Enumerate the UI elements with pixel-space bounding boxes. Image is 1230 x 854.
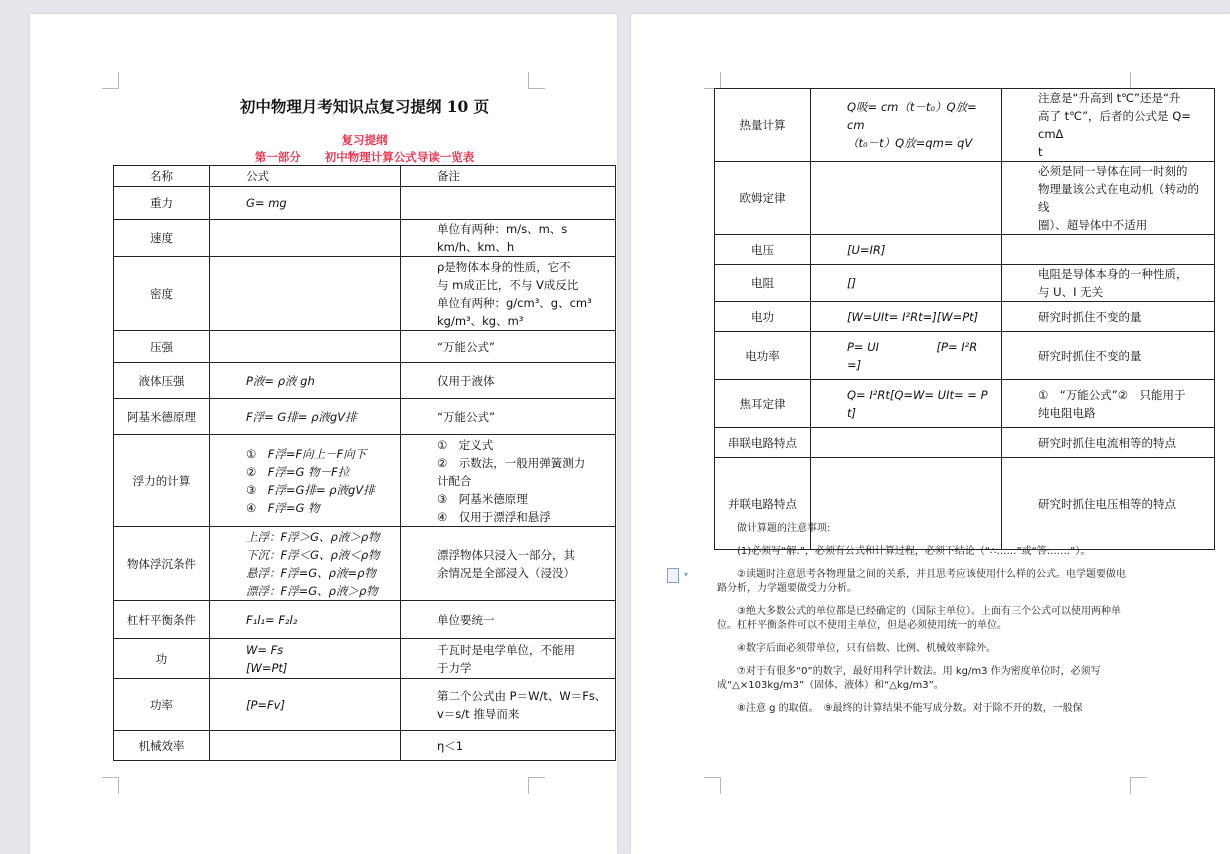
row-name: 电阻 — [715, 265, 811, 302]
table-row — [715, 428, 1215, 458]
note-line: “万能公式” — [437, 339, 495, 354]
table-row — [715, 332, 1215, 380]
row-formula — [811, 235, 1002, 265]
note-line: 千瓦时是电学单位，不能用 — [437, 642, 575, 657]
row-name: 速度 — [114, 220, 210, 257]
note-line: 与 U、I 无关 — [1038, 285, 1104, 299]
calculation-notes — [717, 522, 1127, 725]
table-row — [114, 639, 616, 679]
row-note — [1002, 380, 1215, 428]
row-formula — [210, 220, 401, 257]
row-note — [401, 601, 616, 639]
row-note — [401, 220, 616, 257]
note-line: ③ 阿基米德原理 — [437, 491, 528, 506]
row-formula — [210, 679, 401, 731]
table-row — [114, 257, 616, 331]
row-formula — [811, 89, 1002, 162]
formula-line: P液= ρ液 gh — [246, 373, 315, 388]
row-formula — [811, 428, 1002, 458]
table-row — [114, 731, 616, 761]
row-note — [401, 257, 616, 331]
row-note — [1002, 89, 1215, 162]
row-note — [1002, 332, 1215, 380]
crop-mark — [1130, 777, 1147, 794]
header-note: 备注 — [401, 166, 616, 187]
row-note — [1002, 265, 1215, 302]
row-note — [401, 187, 616, 220]
table-row — [114, 331, 616, 363]
table-row — [114, 187, 616, 220]
row-formula — [210, 399, 401, 435]
header-name: 名称 — [114, 166, 210, 187]
notes-heading: 做计算题的注意事项: — [737, 523, 831, 534]
formula-line: 下沉：F浮＜G、ρ液＜ρ物 — [246, 547, 380, 562]
row-formula — [210, 363, 401, 399]
note-line: 纯电阻电路 — [1038, 405, 1096, 420]
header-formula: 公式 — [210, 166, 401, 187]
row-formula — [210, 187, 401, 220]
row-name: 重力 — [114, 187, 210, 220]
row-formula — [811, 162, 1002, 235]
row-formula — [811, 265, 1002, 302]
row-name: 电功 — [715, 302, 811, 332]
section-name: 初中物理计算公式导读一览表 — [324, 150, 475, 164]
row-name: 浮力的计算 — [114, 435, 210, 527]
row-note — [401, 363, 616, 399]
note-line: 单位要统一 — [437, 612, 495, 627]
section-heading — [114, 149, 615, 165]
row-note — [401, 731, 616, 761]
note-line: 于力学 — [437, 660, 472, 675]
row-name: 焦耳定律 — [715, 380, 811, 428]
note-line: ② 示数法，一般用弹簧测力 — [437, 455, 586, 470]
note-item: ⑦对于有很多“0”的数字，最好用科学计数法。用 kg/m3 作为密度单位时，必须写成“△×103kg/m3”（固体、液体）和“△kg/m3”。 — [717, 666, 1101, 691]
row-formula — [811, 302, 1002, 332]
table-row — [715, 265, 1215, 302]
row-name: 阿基米德原理 — [114, 399, 210, 435]
note-line: 单位有两种：g/cm³、g、cm³ — [437, 295, 592, 310]
note-line: 与 m成正比，不与 V成反比 — [437, 277, 579, 292]
formula-line: [P=Fv] — [246, 697, 285, 712]
row-formula — [210, 435, 401, 527]
formula-line: P= UI [P= I²R — [847, 339, 978, 354]
formula-line: G= mg — [246, 196, 287, 210]
crop-mark — [1130, 72, 1147, 89]
row-formula — [210, 257, 401, 331]
note-item: (1)必须写“解:”，必须有公式和计算过程，必须下结论（“∴……”或“答:……”）。 — [737, 546, 1091, 557]
table-row — [114, 601, 616, 639]
note-line: 研究时抓住电流相等的特点 — [1038, 435, 1176, 450]
table-row — [114, 220, 616, 257]
formula-line: ② F浮=G 物－F拉 — [246, 464, 350, 479]
row-name: 密度 — [114, 257, 210, 331]
row-name: 物体浮沉条件 — [114, 527, 210, 601]
row-name: 欧姆定律 — [715, 162, 811, 235]
table-row — [114, 399, 616, 435]
formula-line: Q= I²Rt[Q=W= UIt= = P — [847, 387, 988, 402]
section-part: 第一部分 — [254, 150, 301, 164]
note-line: 研究时抓住电压相等的特点 — [1038, 496, 1176, 511]
row-name: 功率 — [114, 679, 210, 731]
note-line: 必须是同一导体在同一时刻的 — [1038, 164, 1188, 178]
table-row — [114, 527, 616, 601]
table-row — [114, 435, 616, 527]
formula-line: [W=UIt= I²Rt=][W=Pt] — [847, 309, 979, 324]
row-note — [401, 399, 616, 435]
note-line: t — [1038, 145, 1043, 159]
crop-mark — [704, 777, 721, 794]
table-row — [114, 679, 616, 731]
table-row — [715, 302, 1215, 332]
row-name: 液体压强 — [114, 363, 210, 399]
row-name: 杠杆平衡条件 — [114, 601, 210, 639]
formula-line: ④ F浮=G 物 — [246, 500, 320, 515]
note-line: ρ是物体本身的性质，它不 — [437, 259, 571, 274]
row-formula — [210, 601, 401, 639]
row-note — [401, 527, 616, 601]
row-formula — [210, 331, 401, 363]
note-line: 单位有两种：m/s、m、s — [437, 222, 568, 236]
subtitle: 复习提纲 — [341, 133, 388, 147]
crop-mark — [102, 72, 119, 89]
row-name: 电压 — [715, 235, 811, 265]
formula-line: [W=Pt] — [246, 660, 288, 675]
note-line: 电阻是导体本身的一种性质， — [1038, 267, 1188, 281]
row-name: 热量计算 — [715, 89, 811, 162]
formula-line: F₁l₁= F₂l₂ — [246, 612, 298, 627]
row-note — [401, 435, 616, 527]
note-item: ②读题时注意思考各物理量之间的关系，并且思考应该使用什么样的公式。电学题要做电路分析，力学题要做受力分析。 — [717, 569, 1126, 594]
note-line: ① “万能公式”② 只能用于 — [1038, 387, 1186, 402]
formula-line: t] — [847, 405, 856, 420]
formula-line: 悬浮：F浮=G、ρ液=ρ物 — [246, 565, 376, 580]
crop-mark — [528, 72, 545, 89]
row-note — [1002, 162, 1215, 235]
formula-line: 上浮：F浮＞G、ρ液＞ρ物 — [246, 529, 380, 544]
row-name: 电功率 — [715, 332, 811, 380]
table-row — [114, 363, 616, 399]
note-line: 第二个公式由 P＝W/t、W＝Fs、 — [437, 688, 607, 703]
formula-line: Q吸= cm（t－t₀）Q放= cm — [847, 100, 977, 132]
note-line: 漂浮物体只浸入一部分，其 — [437, 547, 575, 562]
row-note — [1002, 428, 1215, 458]
table-header-row — [114, 166, 616, 187]
formula-line: [U=IR] — [847, 242, 886, 257]
row-note — [1002, 302, 1215, 332]
table-row — [715, 380, 1215, 428]
note-item: ④数字后面必须带单位，只有倍数、比例、机械效率除外。 — [737, 643, 996, 654]
document-icon[interactable] — [667, 568, 679, 583]
formula-table-right — [714, 88, 1215, 550]
formula-line: [] — [847, 276, 856, 290]
row-formula — [210, 731, 401, 761]
note-line: 研究时抓住不变的量 — [1038, 348, 1142, 363]
formula-line: F浮= G排= ρ液gV排 — [246, 409, 357, 424]
row-note — [401, 639, 616, 679]
note-line: η＜1 — [437, 738, 464, 753]
row-name: 串联电路特点 — [715, 428, 811, 458]
formula-line: ① F浮=F向上－F向下 — [246, 446, 367, 461]
row-note — [401, 679, 616, 731]
note-item: ⑧注意 g 的取值。 ⑨最终的计算结果不能写成分数。对于除不开的数，一般保 — [737, 703, 1083, 714]
row-name: 功 — [114, 639, 210, 679]
note-line: kg/m³、kg、m³ — [437, 313, 524, 328]
row-note — [1002, 235, 1215, 265]
note-line: 圈）、超导体中不适用 — [1038, 218, 1148, 232]
formula-line: （t₀－t）Q放=qm= qV — [847, 136, 973, 150]
note-line: v＝s/t 推导而来 — [437, 706, 520, 721]
document-title: 初中物理月考知识点复习提纲 10 页 — [239, 97, 490, 116]
chevron-down-icon[interactable]: ▾ — [684, 570, 689, 579]
formula-line: =] — [847, 357, 862, 372]
note-line: km/h、km、h — [437, 240, 515, 254]
note-line: ④ 仅用于漂浮和悬浮 — [437, 509, 551, 524]
crop-mark — [528, 777, 545, 794]
crop-mark — [102, 777, 119, 794]
table-row — [715, 162, 1215, 235]
crop-mark — [704, 72, 721, 89]
note-line: 研究时抓住不变的量 — [1038, 309, 1142, 324]
row-name: 机械效率 — [114, 731, 210, 761]
note-line: 计配合 — [437, 473, 472, 488]
row-formula — [811, 380, 1002, 428]
note-item: ③绝大多数公式的单位都是已经确定的（国际主单位）。上面有三个公式可以使用两种单位。杠杆平衡条件可以不使用主单位，但是必须使用统一的单位。 — [717, 606, 1121, 631]
row-formula — [210, 527, 401, 601]
table-row — [715, 89, 1215, 162]
note-line: ① 定义式 — [437, 437, 494, 452]
formula-table-left — [113, 165, 616, 761]
note-line: 高了 t℃”，后者的公式是 Q= cmΔ — [1038, 109, 1191, 141]
table-row — [715, 235, 1215, 265]
note-line: 余情况是全部浸入（浸没） — [437, 565, 575, 580]
row-note — [401, 331, 616, 363]
formula-line: ③ F浮=G排= ρ液gV排 — [246, 482, 375, 497]
note-line: 物理量该公式在电动机（转动的线 — [1038, 182, 1199, 214]
note-line: “万能公式” — [437, 409, 495, 424]
row-name: 压强 — [114, 331, 210, 363]
formula-line: W= Fs — [246, 642, 284, 657]
formula-line: 漂浮：F浮=G、ρ液＞ρ物 — [246, 583, 378, 598]
row-formula — [210, 639, 401, 679]
row-formula — [811, 332, 1002, 380]
note-line: 仅用于液体 — [437, 373, 495, 388]
note-line: 注意是“升高到 t℃”还是“升 — [1038, 91, 1181, 105]
row-name: 并联电路特点 — [715, 458, 811, 550]
